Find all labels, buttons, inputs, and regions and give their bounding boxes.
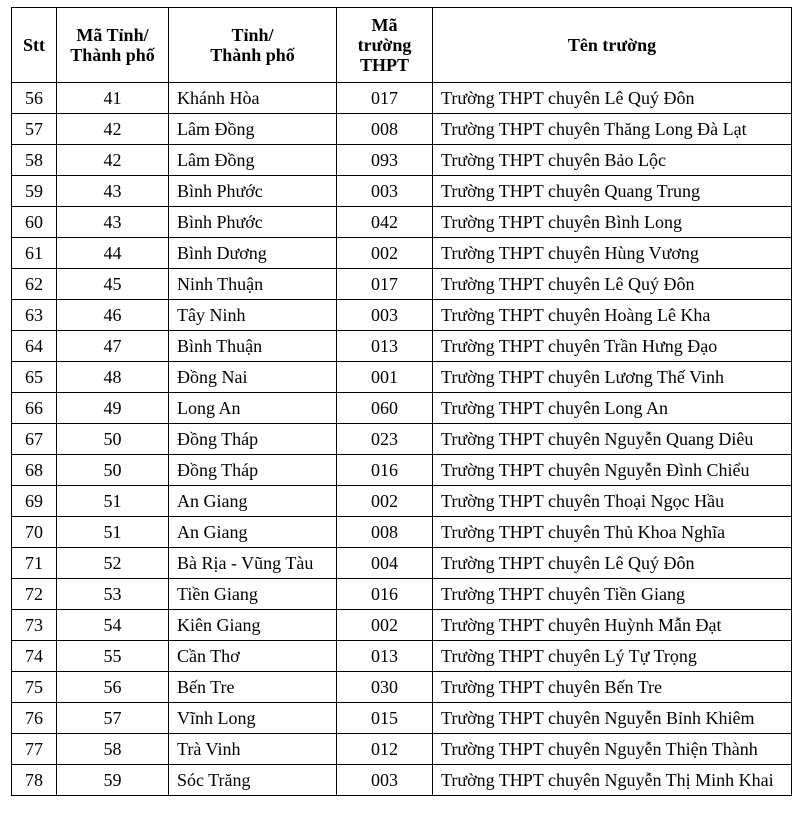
cell-tinh: Bình Phước [169,176,337,207]
cell-ma-truong: 002 [337,486,433,517]
cell-ma-tinh: 57 [57,703,169,734]
cell-tinh: Bình Phước [169,207,337,238]
cell-ten-truong: Trường THPT chuyên Lê Quý Đôn [433,548,792,579]
cell-ma-tinh: 59 [57,765,169,796]
cell-ten-truong: Trường THPT chuyên Lê Quý Đôn [433,83,792,114]
cell-ten-truong: Trường THPT chuyên Nguyễn Bỉnh Khiêm [433,703,792,734]
cell-stt: 59 [12,176,57,207]
table-row [12,362,792,393]
cell-ma-truong: 060 [337,393,433,424]
cell-tinh: Tiền Giang [169,579,337,610]
cell-ma-truong: 016 [337,455,433,486]
cell-stt: 73 [12,610,57,641]
cell-ten-truong: Trường THPT chuyên Bình Long [433,207,792,238]
table-row [12,114,792,145]
table-row [12,734,792,765]
cell-ma-tinh: 50 [57,424,169,455]
cell-ma-tinh: 45 [57,269,169,300]
cell-ma-tinh: 41 [57,83,169,114]
cell-ma-truong: 013 [337,331,433,362]
table-row [12,672,792,703]
cell-ma-tinh: 51 [57,517,169,548]
cell-stt: 71 [12,548,57,579]
table-row [12,424,792,455]
table-header-row [12,8,792,83]
cell-ma-truong: 008 [337,114,433,145]
cell-stt: 61 [12,238,57,269]
cell-ten-truong: Trường THPT chuyên Lý Tự Trọng [433,641,792,672]
cell-stt: 57 [12,114,57,145]
table-row [12,517,792,548]
table-row [12,176,792,207]
table-row [12,331,792,362]
cell-ma-tinh: 44 [57,238,169,269]
cell-stt: 67 [12,424,57,455]
cell-stt: 65 [12,362,57,393]
cell-ma-truong: 003 [337,765,433,796]
cell-ma-truong: 008 [337,517,433,548]
header-ma-truong: Mã trường THPT [337,8,433,83]
cell-ma-tinh: 42 [57,114,169,145]
cell-ma-tinh: 58 [57,734,169,765]
cell-tinh: An Giang [169,486,337,517]
cell-stt: 76 [12,703,57,734]
cell-tinh: Vĩnh Long [169,703,337,734]
cell-stt: 72 [12,579,57,610]
cell-ten-truong: Trường THPT chuyên Hoàng Lê Kha [433,300,792,331]
cell-ten-truong: Trường THPT chuyên Quang Trung [433,176,792,207]
cell-tinh: Đồng Nai [169,362,337,393]
cell-ma-tinh: 55 [57,641,169,672]
cell-ten-truong: Trường THPT chuyên Nguyễn Thiện Thành [433,734,792,765]
cell-ma-truong: 002 [337,238,433,269]
cell-ten-truong: Trường THPT chuyên Nguyễn Quang Diêu [433,424,792,455]
cell-stt: 78 [12,765,57,796]
cell-ten-truong: Trường THPT chuyên Nguyễn Thị Minh Khai [433,765,792,796]
cell-tinh: Ninh Thuận [169,269,337,300]
cell-ma-tinh: 54 [57,610,169,641]
cell-stt: 75 [12,672,57,703]
cell-ma-truong: 016 [337,579,433,610]
header-ma-tinh: Mã Tỉnh/ Thành phố [57,8,169,83]
cell-stt: 56 [12,83,57,114]
cell-ma-truong: 001 [337,362,433,393]
cell-ma-truong: 042 [337,207,433,238]
table-row [12,145,792,176]
table-row [12,548,792,579]
table-row [12,579,792,610]
cell-ma-tinh: 53 [57,579,169,610]
header-stt: Stt [12,8,57,83]
cell-ma-tinh: 49 [57,393,169,424]
cell-ma-tinh: 56 [57,672,169,703]
cell-ma-tinh: 46 [57,300,169,331]
cell-ma-truong: 013 [337,641,433,672]
cell-stt: 70 [12,517,57,548]
cell-ten-truong: Trường THPT chuyên Trần Hưng Đạo [433,331,792,362]
cell-tinh: Sóc Trăng [169,765,337,796]
cell-ma-truong: 002 [337,610,433,641]
table-row [12,300,792,331]
cell-stt: 58 [12,145,57,176]
cell-ma-truong: 004 [337,548,433,579]
cell-ma-truong: 017 [337,269,433,300]
cell-ma-truong: 003 [337,300,433,331]
cell-stt: 74 [12,641,57,672]
table-row [12,455,792,486]
cell-ten-truong: Trường THPT chuyên Thoại Ngọc Hầu [433,486,792,517]
table-row [12,83,792,114]
cell-tinh: Kiên Giang [169,610,337,641]
cell-stt: 63 [12,300,57,331]
cell-ma-tinh: 50 [57,455,169,486]
table-row [12,703,792,734]
cell-tinh: Đồng Tháp [169,455,337,486]
cell-tinh: Bà Rịa - Vũng Tàu [169,548,337,579]
cell-ma-tinh: 47 [57,331,169,362]
cell-stt: 77 [12,734,57,765]
cell-ten-truong: Trường THPT chuyên Hùng Vương [433,238,792,269]
cell-ma-truong: 012 [337,734,433,765]
cell-ten-truong: Trường THPT chuyên Tiền Giang [433,579,792,610]
cell-ma-truong: 017 [337,83,433,114]
cell-stt: 62 [12,269,57,300]
cell-tinh: Bình Dương [169,238,337,269]
cell-ma-tinh: 52 [57,548,169,579]
cell-tinh: Đồng Tháp [169,424,337,455]
cell-ma-truong: 030 [337,672,433,703]
cell-ten-truong: Trường THPT chuyên Lương Thế Vinh [433,362,792,393]
cell-ten-truong: Trường THPT chuyên Thăng Long Đà Lạt [433,114,792,145]
cell-tinh: Cần Thơ [169,641,337,672]
cell-tinh: Bến Tre [169,672,337,703]
cell-tinh: Tây Ninh [169,300,337,331]
cell-ten-truong: Trường THPT chuyên Huỳnh Mẫn Đạt [433,610,792,641]
table-row [12,269,792,300]
cell-ten-truong: Trường THPT chuyên Bến Tre [433,672,792,703]
header-tinh: Tỉnh/ Thành phố [169,8,337,83]
cell-ma-truong: 023 [337,424,433,455]
cell-stt: 69 [12,486,57,517]
cell-ten-truong: Trường THPT chuyên Nguyễn Đình Chiểu [433,455,792,486]
cell-ten-truong: Trường THPT chuyên Bảo Lộc [433,145,792,176]
cell-stt: 66 [12,393,57,424]
cell-tinh: An Giang [169,517,337,548]
cell-ten-truong: Trường THPT chuyên Lê Quý Đôn [433,269,792,300]
table-row [12,641,792,672]
cell-tinh: Trà Vinh [169,734,337,765]
cell-ten-truong: Trường THPT chuyên Thủ Khoa Nghĩa [433,517,792,548]
cell-ma-tinh: 43 [57,176,169,207]
table-row [12,765,792,796]
cell-tinh: Khánh Hòa [169,83,337,114]
cell-tinh: Lâm Đồng [169,145,337,176]
cell-tinh: Bình Thuận [169,331,337,362]
cell-stt: 60 [12,207,57,238]
cell-ma-tinh: 43 [57,207,169,238]
cell-stt: 68 [12,455,57,486]
table-row [12,238,792,269]
header-ten-truong: Tên trường [433,8,792,83]
cell-tinh: Lâm Đồng [169,114,337,145]
cell-ma-tinh: 51 [57,486,169,517]
cell-tinh: Long An [169,393,337,424]
cell-ma-tinh: 48 [57,362,169,393]
cell-ten-truong: Trường THPT chuyên Long An [433,393,792,424]
school-table [11,7,792,796]
cell-stt: 64 [12,331,57,362]
table-row [12,207,792,238]
cell-ma-truong: 093 [337,145,433,176]
cell-ma-tinh: 42 [57,145,169,176]
table-row [12,393,792,424]
table-row [12,610,792,641]
cell-ma-truong: 015 [337,703,433,734]
table-row [12,486,792,517]
cell-ma-truong: 003 [337,176,433,207]
